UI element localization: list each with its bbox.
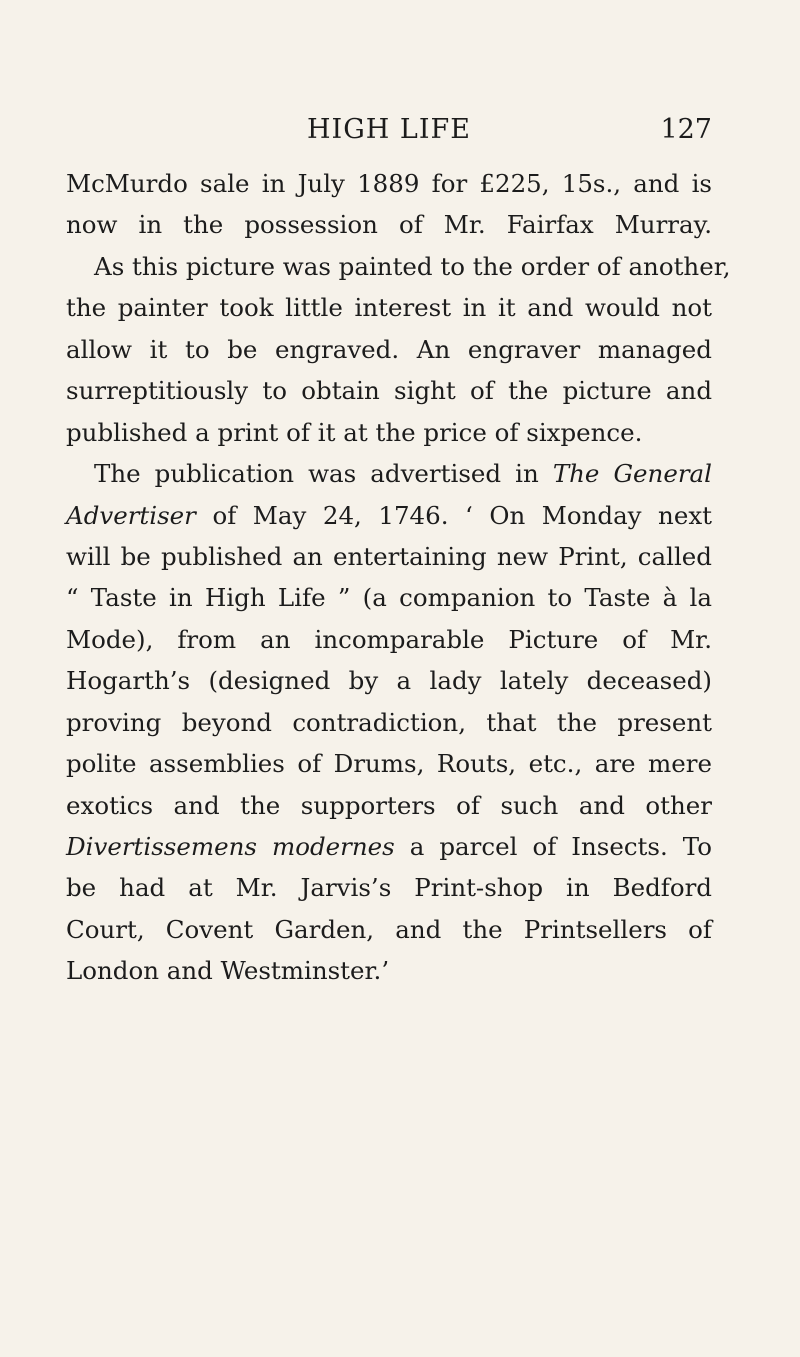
text-line: polite assemblies of Drums, Routs, etc., are mere xyxy=(66,749,712,779)
text-line: surreptitiously to obtain sight of the picture and xyxy=(66,376,712,406)
running-head xyxy=(66,114,712,154)
text-segment: The publication was advertised in xyxy=(94,459,539,489)
body-text xyxy=(66,163,731,992)
text-line: exotics and the supporters of such and other xyxy=(66,790,712,820)
text-segment: a parcel of Insects. To xyxy=(409,832,712,861)
text-line xyxy=(66,826,712,867)
text-line: As this picture was painted to the order of another, xyxy=(94,251,731,281)
text-line: London and Westminster.’ xyxy=(66,956,390,986)
publication-title: The General xyxy=(552,459,712,489)
text-line: Mode), from an incomparable Picture of Mr. xyxy=(66,624,712,654)
publication-title: Advertiser xyxy=(66,500,196,530)
text-line: published a print of it at the price of sixpence. xyxy=(66,417,643,447)
text-line: Hogarth’s (designed by a lady lately deceased) xyxy=(66,666,712,696)
text-line xyxy=(66,453,712,494)
text-line: the painter took little interest in it and would not xyxy=(66,293,712,323)
text-line xyxy=(66,495,712,536)
text-line: Court, Covent Garden, and the Printsellers of xyxy=(66,914,712,944)
text-line: allow it to be engraved. An engraver managed xyxy=(66,334,712,364)
text-line: proving beyond contradiction, that the present xyxy=(66,707,712,737)
text-line: now in the possession of Mr. Fairfax Murray. xyxy=(66,210,712,240)
running-title: HIGH LIFE xyxy=(307,114,471,145)
page-number: 127 xyxy=(660,114,712,145)
text-line: will be published an entertaining new Print, called xyxy=(66,541,712,571)
text-line: “ Taste in High Life ” (a companion to Taste à la xyxy=(66,583,712,613)
foreign-phrase: Divertissemens modernes xyxy=(66,832,395,861)
text-line: McMurdo sale in July 1889 for £225, 15s., and is xyxy=(66,169,712,198)
text-line: be had at Mr. Jarvis’s Print-shop in Bedford xyxy=(66,873,712,903)
text-segment: of May 24, 1746. ‘ On Monday next xyxy=(212,500,712,530)
